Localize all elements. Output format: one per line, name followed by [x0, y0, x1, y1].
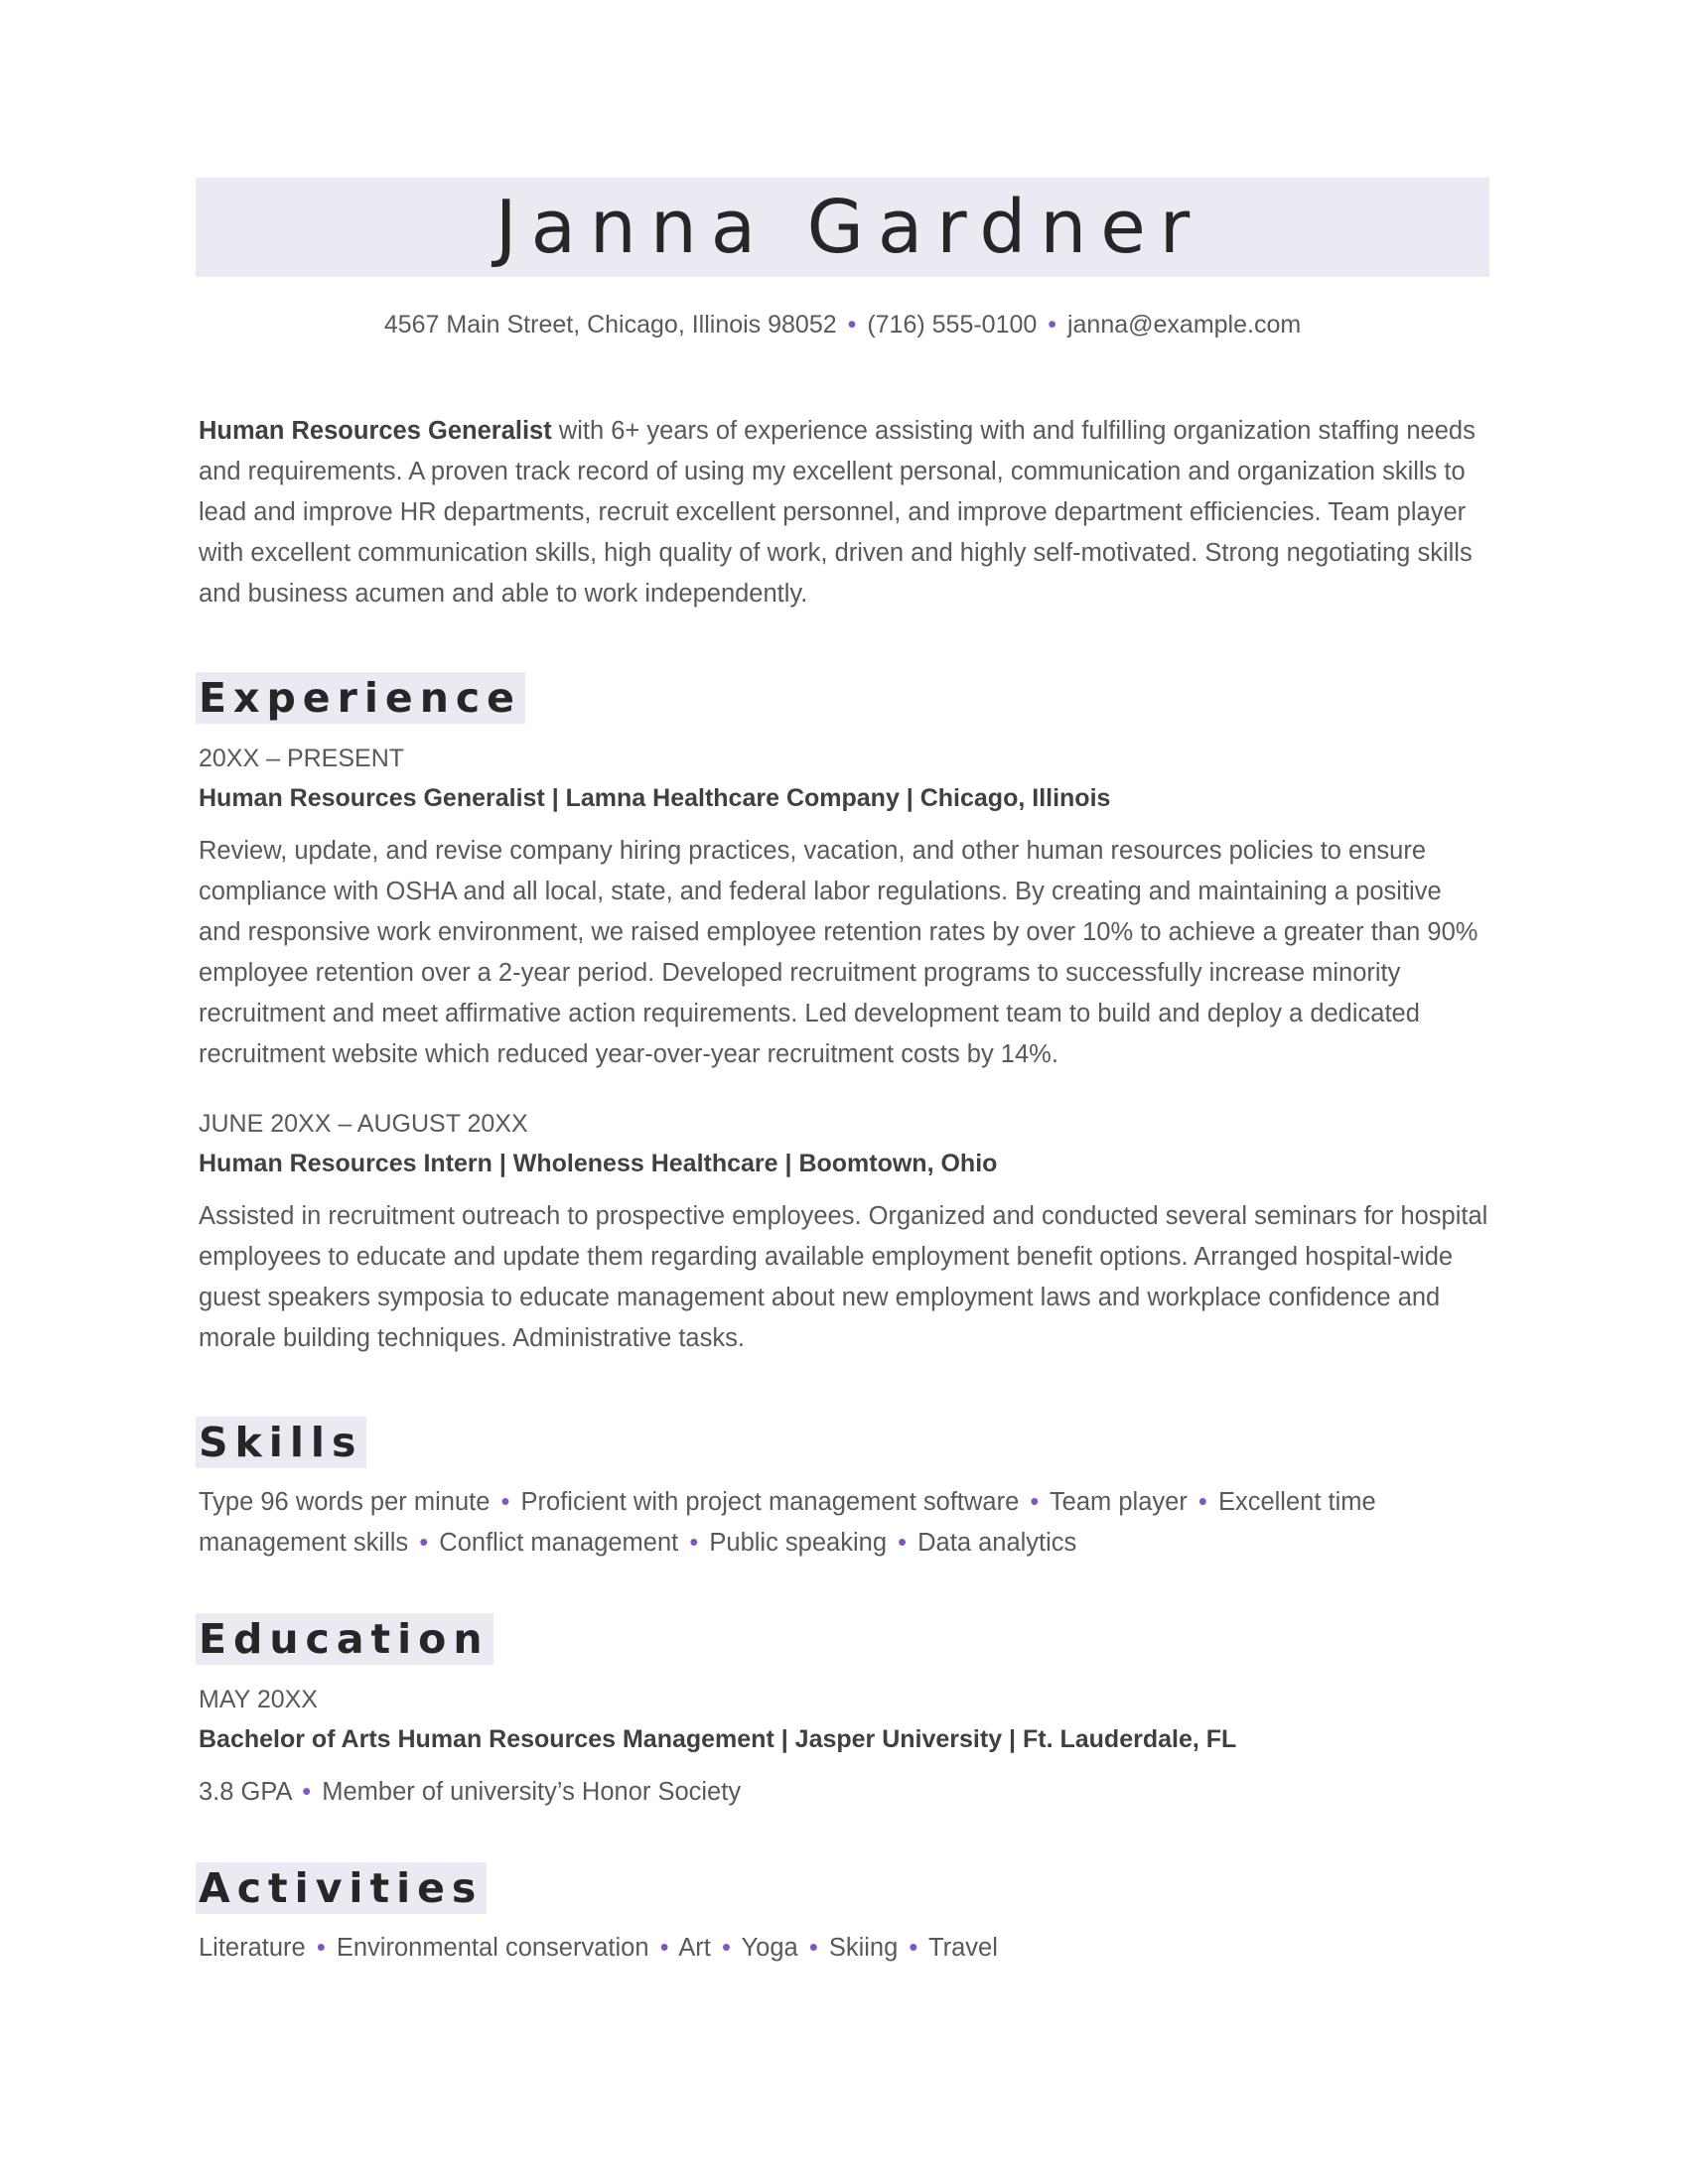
section-heading-skills: Skills: [196, 1417, 366, 1468]
bullet-separator: •: [721, 1934, 731, 1962]
bullet-separator: •: [500, 1488, 510, 1516]
job-title: Human Resources Generalist | Lamna Healthcare Company | Chicago, Illinois: [199, 784, 1111, 812]
honor-society: Member of university’s Honor Society: [322, 1778, 742, 1806]
section-heading-experience: Experience: [196, 672, 525, 724]
skill-item: Data analytics: [917, 1529, 1077, 1557]
education-date: MAY 20XX: [199, 1686, 318, 1713]
bullet-separator: •: [1048, 311, 1057, 339]
gpa: 3.8 GPA: [199, 1778, 292, 1806]
skill-item: Conflict management: [439, 1529, 679, 1557]
resume-page: [196, 178, 1489, 1969]
skill-item: Type 96 words per minute: [199, 1488, 491, 1516]
bullet-separator: •: [1030, 1488, 1040, 1516]
activity-item: Literature: [199, 1934, 306, 1962]
contact-line: [196, 311, 1489, 340]
job-entry: [196, 742, 1489, 1075]
address: 4567 Main Street, Chicago, Illinois 98052: [383, 311, 837, 339]
activity-item: Travel: [927, 1934, 998, 1962]
activity-item: Yoga: [741, 1934, 798, 1962]
skill-item: Public speaking: [709, 1529, 888, 1557]
job-dates: 20XX – PRESENT: [199, 745, 405, 772]
bullet-separator: •: [847, 311, 857, 339]
job-title: Human Resources Intern | Wholeness Healthcare | Boomtown, Ohio: [199, 1150, 998, 1177]
activity-item: Skiing: [828, 1934, 899, 1962]
bullet-separator: •: [316, 1934, 326, 1962]
section-heading-education: Education: [196, 1613, 493, 1665]
skill-item: Excellent time management skills: [199, 1488, 1376, 1557]
name-banner: [196, 178, 1489, 277]
phone: (716) 555-0100: [867, 311, 1038, 339]
bullet-separator: •: [898, 1529, 908, 1557]
skill-item: Team player: [1049, 1488, 1188, 1516]
job-description: Assisted in recruitment outreach to prospective employees. Organized and conducted several seminars for hospital employees to educate and update them regarding available employment benefit options. Arranged hospital-wide guest speakers symposia to educate management about new employment laws and workplace confidence and morale building techniques. Administrative tasks.: [199, 1202, 1488, 1352]
summary-text: with 6+ years of experience assisting with and fulfilling organization staffing needs and requirements. A proven track record of using my excellent personal, communication and organization skills to lead and improve HR departments, recruit excellent personnel, and improve department efficiencies. Team player with excellent communication skills, high quality of work, driven and highly self-motivated. Strong negotiating skills and business acumen and able to work independently.: [199, 417, 1476, 608]
activity-item: Environmental conservation: [336, 1934, 649, 1962]
job-dates: JUNE 20XX – AUGUST 20XX: [199, 1110, 528, 1138]
candidate-name: Janna Gardner: [494, 185, 1204, 270]
skills-list: [196, 1482, 1489, 1564]
bullet-separator: •: [419, 1529, 429, 1557]
degree-title: Bachelor of Arts Human Resources Management | Jasper University | Ft. Lauderdale, FL: [199, 1725, 1237, 1753]
skill-item: Proficient with project management software: [520, 1488, 1020, 1516]
education-notes: [196, 1772, 1489, 1813]
email-link[interactable]: janna@example.com: [1066, 311, 1302, 339]
bullet-separator: •: [808, 1934, 818, 1962]
activity-item: Art: [678, 1934, 711, 1962]
activities-list: [196, 1928, 1489, 1969]
job-entry: [196, 1107, 1489, 1359]
bullet-separator: •: [302, 1778, 312, 1806]
job-description: Review, update, and revise company hiring practices, vacation, and other human resources policies to ensure compliance with OSHA and all local, state, and federal labor regulations. By creating and maintaining a positive and responsive work environment, we raised employee retention rates by over 10% to achieve a greater than 90% employee retention over a 2-year period. Developed recruitment programs to successfully increase minority recruitment and meet affirmative action requirements. Led development team to build and deploy a dedicated recruitment website which reduced year-over-year recruitment costs by 14%.: [199, 837, 1478, 1068]
bullet-separator: •: [689, 1529, 699, 1557]
summary-paragraph: [196, 411, 1489, 614]
bullet-separator: •: [1197, 1488, 1207, 1516]
section-heading-activities: Activities: [196, 1862, 487, 1914]
bullet-separator: •: [909, 1934, 918, 1962]
summary-lead: Human Resources Generalist: [199, 417, 552, 445]
bullet-separator: •: [659, 1934, 669, 1962]
